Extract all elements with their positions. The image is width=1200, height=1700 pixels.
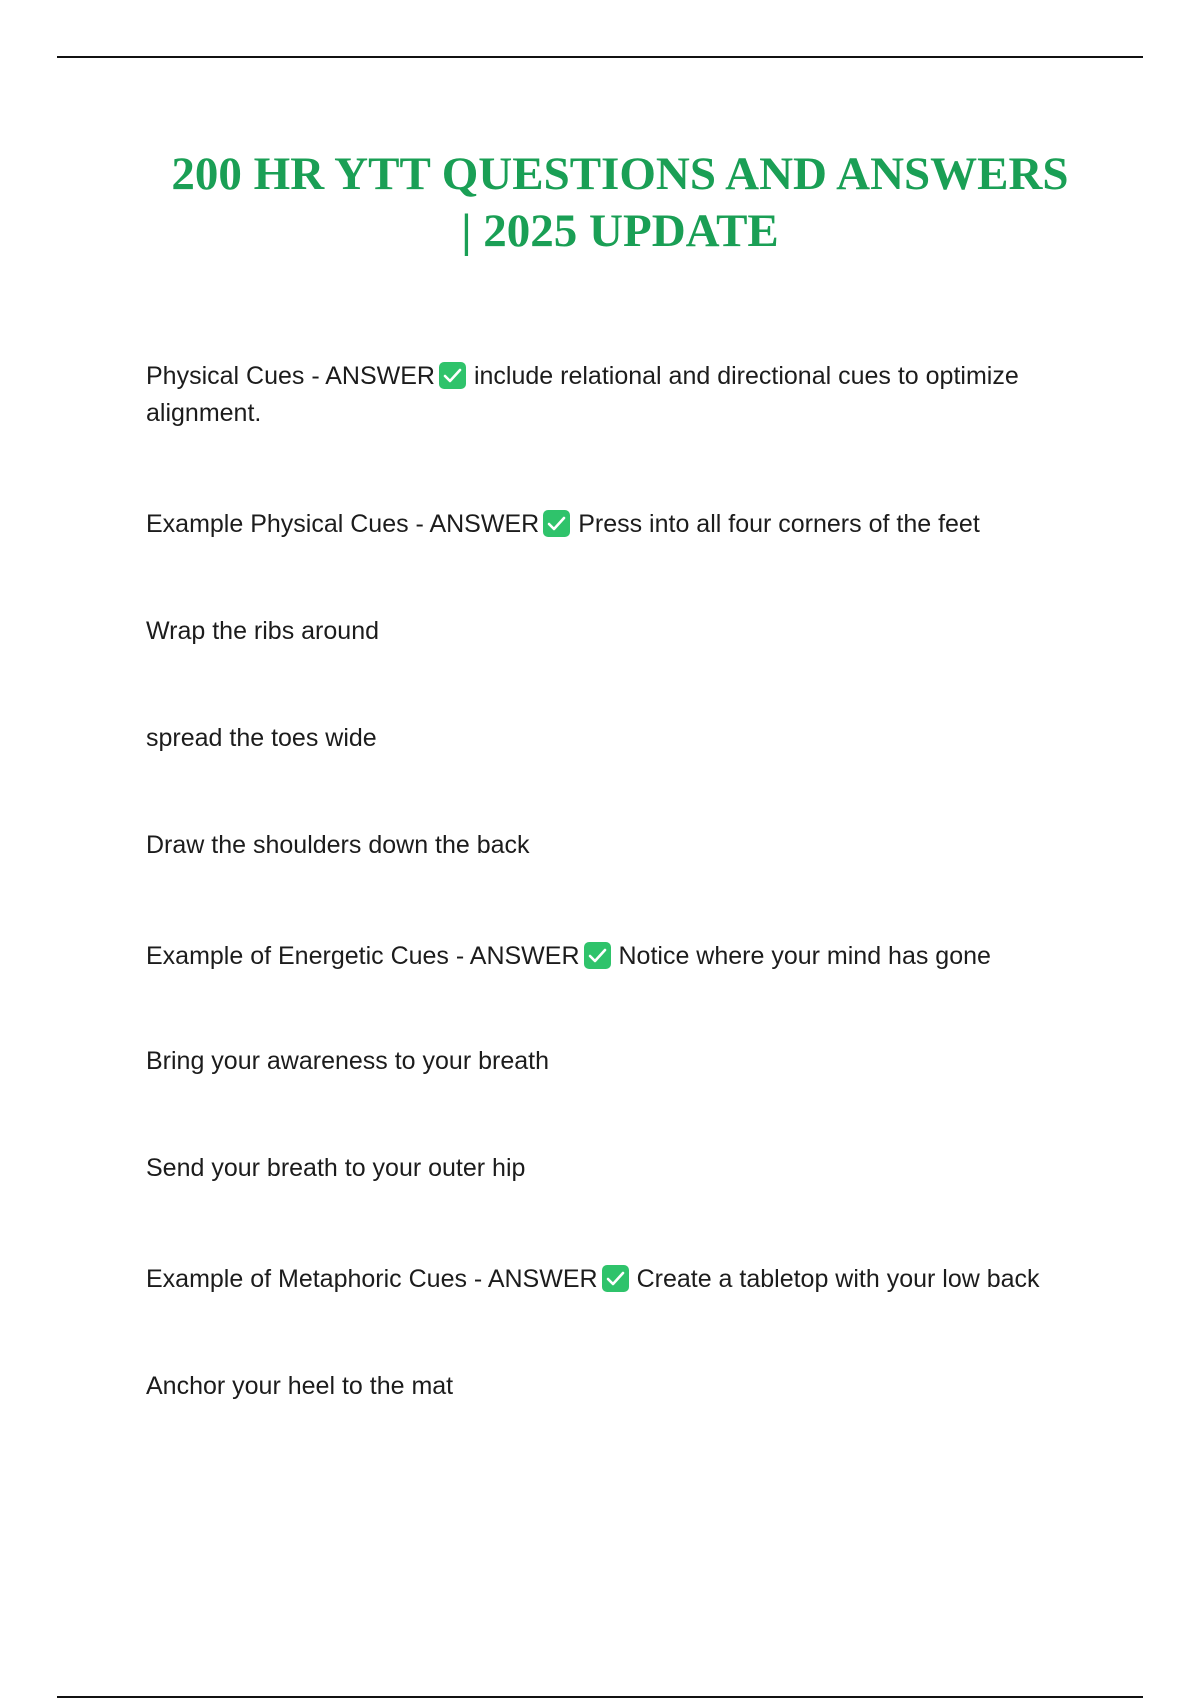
text-line: Draw the shoulders down the back bbox=[146, 831, 530, 859]
qa-entry-example-physical-cues bbox=[146, 506, 1106, 543]
text-line: Bring your awareness to your breath bbox=[146, 1047, 549, 1075]
bottom-rule bbox=[57, 1696, 1143, 1698]
question-label: Example Physical Cues - ANSWER bbox=[146, 510, 540, 538]
qa-entry-physical-cues bbox=[146, 358, 1106, 432]
qa-entry-metaphoric-cues bbox=[146, 1261, 1106, 1298]
answer-text: include relational and directional cues to optimize alignment. bbox=[146, 362, 1019, 427]
check-box-icon bbox=[584, 942, 611, 969]
question-label: Example of Metaphoric Cues - ANSWER bbox=[146, 1265, 598, 1293]
page-title bbox=[100, 146, 1140, 260]
check-box-icon bbox=[439, 362, 466, 389]
question-label: Example of Energetic Cues - ANSWER bbox=[146, 942, 580, 970]
question-label: Physical Cues - ANSWER bbox=[146, 362, 435, 390]
answer-text: Press into all four corners of the feet bbox=[578, 510, 980, 538]
text-line: Send your breath to your outer hip bbox=[146, 1154, 526, 1182]
qa-entry-energetic-cues bbox=[146, 938, 1106, 975]
top-rule bbox=[57, 56, 1143, 58]
text-line: spread the toes wide bbox=[146, 724, 377, 752]
title-line-1: 200 HR YTT QUESTIONS AND ANSWERS bbox=[171, 148, 1069, 200]
check-box-icon bbox=[602, 1265, 629, 1292]
answer-text: Create a tabletop with your low back bbox=[636, 1265, 1040, 1293]
text-line: Wrap the ribs around bbox=[146, 617, 379, 645]
check-box-icon bbox=[543, 510, 570, 537]
title-line-2: | 2025 UPDATE bbox=[461, 205, 779, 257]
text-line: Anchor your heel to the mat bbox=[146, 1372, 454, 1400]
answer-text: Notice where your mind has gone bbox=[618, 942, 991, 970]
